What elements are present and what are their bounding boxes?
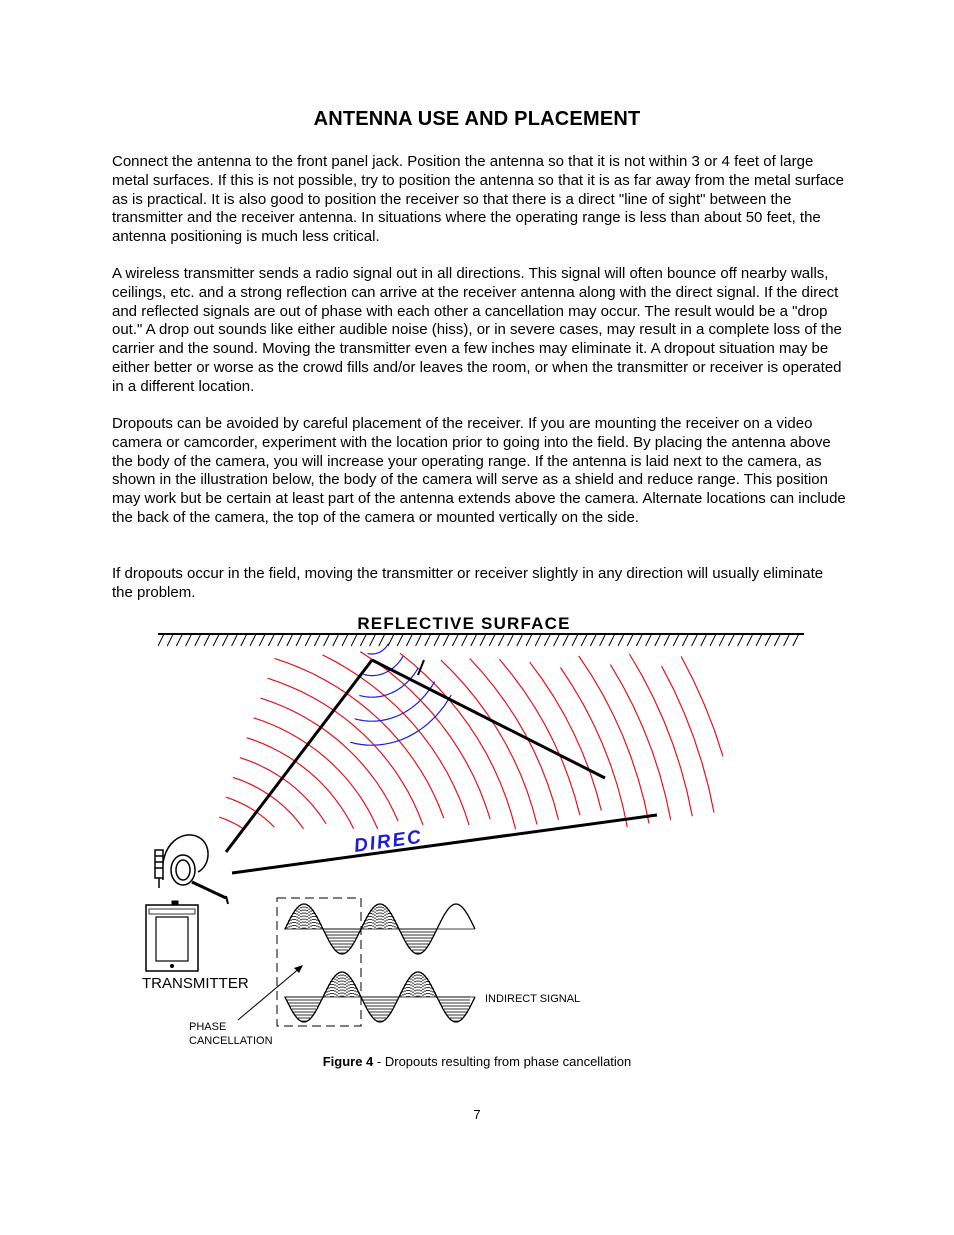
- hatch-mark: [765, 634, 771, 646]
- red-wavefront: [323, 655, 470, 825]
- hatch-mark: [268, 634, 274, 646]
- caption-text: - Dropouts resulting from phase cancellation: [373, 1054, 632, 1069]
- hatch-mark: [572, 634, 578, 646]
- hatch-mark: [342, 634, 348, 646]
- hatch-mark: [296, 634, 302, 646]
- reflected-wavefronts: [350, 644, 451, 746]
- red-wavefront: [681, 656, 723, 756]
- hatch-mark: [351, 634, 357, 646]
- hatch-mark: [314, 634, 320, 646]
- hatch-mark: [379, 634, 385, 646]
- red-wavefront: [247, 738, 354, 829]
- hatch-mark: [241, 634, 247, 646]
- hatch-mark: [452, 634, 458, 646]
- hatch-mark: [600, 634, 606, 646]
- paragraph-field-dropouts: If dropouts occur in the field, moving the transmitter or receiver slightly in any direction will usually eliminate the problem.: [112, 565, 824, 601]
- surface-hatching: [158, 634, 799, 646]
- figure-caption: [0, 1054, 954, 1069]
- direct-signal-label: DIREC: [352, 826, 425, 857]
- blue-wavefront: [355, 682, 435, 722]
- hatch-mark: [370, 634, 376, 646]
- reflective-surface-label: REFLECTIVE SURFACE: [357, 614, 571, 633]
- hatch-mark: [324, 634, 330, 646]
- hatch-mark: [535, 634, 541, 646]
- hatch-mark: [333, 634, 339, 646]
- direct-signal-waveform: [284, 904, 475, 954]
- hatch-mark: [793, 634, 799, 646]
- hatch-mark: [627, 634, 633, 646]
- red-wavefront: [268, 678, 423, 825]
- red-wavefront: [360, 652, 490, 820]
- hatch-mark: [508, 634, 514, 646]
- hatch-mark: [213, 634, 219, 646]
- figure-drawing: [0, 600, 954, 1080]
- red-wavefront: [240, 758, 326, 824]
- hatch-mark: [434, 634, 440, 646]
- hatch-mark: [664, 634, 670, 646]
- hatch-mark: [774, 634, 780, 646]
- phase-label-line1: PHASE: [189, 1021, 227, 1033]
- indirect-signal-label: INDIRECT SIGNAL: [485, 993, 581, 1005]
- blue-wavefront: [368, 644, 389, 654]
- blue-wavefront: [350, 695, 451, 745]
- figure-phase-cancellation: [0, 600, 954, 1080]
- hatch-mark: [360, 634, 366, 646]
- hatch-mark: [471, 634, 477, 646]
- hatch-mark: [388, 634, 394, 646]
- hatch-mark: [489, 634, 495, 646]
- transmitted-wavefronts: [219, 652, 723, 830]
- red-wavefront: [561, 668, 628, 828]
- paragraph-dropout-avoidance: Dropouts can be avoided by careful placement of the receiver. If you are mounting the receiver on a video camera or camcorder, experiment with the location prior to going into the field. By placing the antenna above the body of the camera, you will increase your operating range. If the antenna is laid next to the camera, as shown in the illustration below, the body of the camera will serve as a shield and reduce range. This position may work but be certain at least part of the antenna extends above the camera. Alternate locations can include the back of the camera, the top of the camera or mounted vertically on the side.: [112, 415, 846, 526]
- red-wavefront: [441, 660, 537, 824]
- hatch-mark: [747, 634, 753, 646]
- indirect-signal-waveform: [284, 972, 475, 1022]
- red-wavefront: [500, 659, 580, 815]
- hatch-mark: [756, 634, 762, 646]
- phase-label-line2: CANCELLATION: [189, 1035, 273, 1047]
- hatch-mark: [204, 634, 210, 646]
- hatch-mark: [636, 634, 642, 646]
- hatch-mark: [186, 634, 192, 646]
- hatch-mark: [701, 634, 707, 646]
- hatch-mark: [554, 634, 560, 646]
- page-title: ANTENNA USE AND PLACEMENT: [313, 108, 641, 130]
- hatch-mark: [609, 634, 615, 646]
- hatch-mark: [305, 634, 311, 646]
- hatch-mark: [443, 634, 449, 646]
- hatch-mark: [581, 634, 587, 646]
- hatch-mark: [278, 634, 284, 646]
- hatch-mark: [590, 634, 596, 646]
- red-wavefront: [662, 666, 714, 813]
- headphones-icon: [155, 835, 228, 904]
- hatch-mark: [480, 634, 486, 646]
- hatch-mark: [655, 634, 661, 646]
- hatch-mark: [462, 634, 468, 646]
- hatch-mark: [692, 634, 698, 646]
- hatch-mark: [526, 634, 532, 646]
- transmitter-icon: [146, 901, 198, 971]
- hatch-mark: [710, 634, 716, 646]
- hatch-mark: [517, 634, 523, 646]
- paragraph-radio-signal: A wireless transmitter sends a radio signal out in all directions. This signal will often bounce off nearby walls, ceilings, etc. and a strong reflection can arrive at the receiver antenna along with the direct signal. If the direct and reflected signals are out of phase with each other a cancellation may occur. The result would be a "drop out." A drop out sounds like either audible noise (hiss), or in severe cases, may result in a complete loss of the carrier and the sound. Moving the transmitter even a few inches may eliminate it. A dropout situation may be either better or worse as the crowd fills and/or leaves the room, or when the transmitter or receiver is operated in a different location.: [112, 265, 842, 395]
- hatch-mark: [784, 634, 790, 646]
- hatch-mark: [397, 634, 403, 646]
- hatch-mark: [287, 634, 293, 646]
- red-wavefront: [629, 654, 692, 816]
- page-number: 7: [473, 1107, 481, 1122]
- hatch-mark: [618, 634, 624, 646]
- hatch-mark: [167, 634, 173, 646]
- hatch-mark: [195, 634, 201, 646]
- hatch-mark: [259, 634, 265, 646]
- hatch-mark: [406, 634, 412, 646]
- red-wavefront: [400, 653, 516, 829]
- hatch-mark: [646, 634, 652, 646]
- red-wavefront: [530, 662, 602, 810]
- hatch-mark: [425, 634, 431, 646]
- hatch-mark: [682, 634, 688, 646]
- hatch-mark: [498, 634, 504, 646]
- hatch-mark: [176, 634, 182, 646]
- hatch-mark: [232, 634, 238, 646]
- hatch-mark: [719, 634, 725, 646]
- hatch-mark: [673, 634, 679, 646]
- caption-label: Figure 4: [322, 1054, 374, 1069]
- red-wavefront: [610, 665, 670, 820]
- hatch-mark: [416, 634, 422, 646]
- hatch-mark: [250, 634, 256, 646]
- red-wavefront: [219, 817, 244, 829]
- hatch-mark: [728, 634, 734, 646]
- hatch-mark: [563, 634, 569, 646]
- paragraph-antenna-connection: Connect the antenna to the front panel jack. Position the antenna so that it is not within 3 or 4 feet of large metal surfaces. If this is not possible, try to position the antenna so that it is as far away from the metal surface as is practical. It is also good to position the receiver so that there is a direct "line of sight" between the transmitter and the receiver antenna. In situations where the operating range is less than about 50 feet, the antenna positioning is much less critical.: [112, 153, 845, 246]
- red-wavefront: [579, 656, 649, 824]
- hatch-mark: [158, 634, 164, 646]
- hatch-mark: [544, 634, 550, 646]
- reflected-path-line: [372, 660, 605, 778]
- direct-path-line: [232, 815, 657, 873]
- transmitter-label: TRANSMITTER: [142, 975, 249, 992]
- hatch-mark: [738, 634, 744, 646]
- hatch-mark: [222, 634, 228, 646]
